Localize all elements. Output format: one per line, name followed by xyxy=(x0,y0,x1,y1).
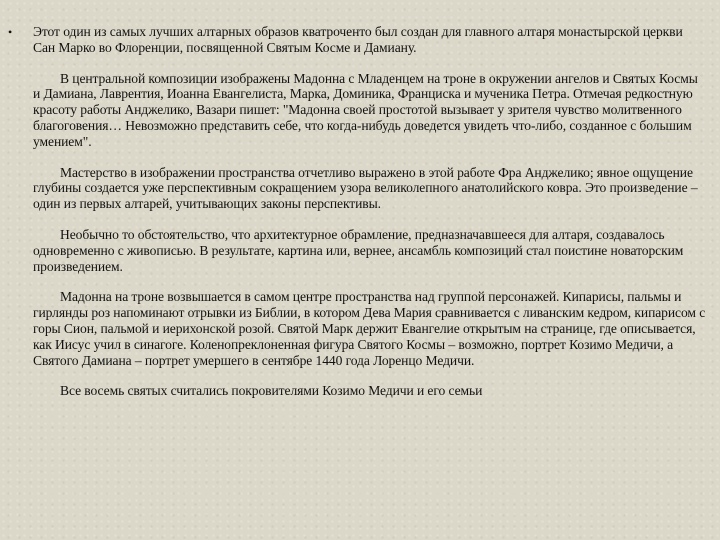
paragraph-intro: Этот один из самых лучших алтарных образов кватроченто был создан для главного алтаря монастырской церкви Сан Марко во Флоренции, посвященной Святым Косме и Дамиану. xyxy=(33,24,683,55)
paragraph-perspective: Мастерство в изображении пространства отчетливо выражено в этой работе Фра Анджелико; явное ощущение глубины создается уже перспективным сокращением узора великолепного анатолийского ковра. Это произведение – один из первых алтарей, учитывающих законы перспективы. xyxy=(33,164,698,212)
bullet-marker: • xyxy=(8,25,13,39)
paragraph-madonna: Мадонна на троне возвышается в самом центре пространства над группой персонажей. Кипарисы, пальмы и гирлянды роз напоминают отрывки из Библии, в котором Дева Мария сравнивается с ливанским кедром, кипарисом с горы Сион, пальмой и иерихонской розой. Святой Марк держит Евангелие открытым на странице, где описывается, как Иисус учил в синагоге. Коленопреклоненная фигура Святого Космы – возможно, портрет Козимо Медичи, а Святого Дамиана – портрет умершего в сентябре 1440 года Лоренцо Медичи. xyxy=(33,289,706,368)
paragraph-patrons: Все восемь святых считались покровителями Козимо Медичи и его семьи xyxy=(60,383,483,399)
paragraph-frame: Необычно то обстоятельство, что архитектурное обрамление, предназначавшееся для алтаря, создавалось одновременно с живописью. В результате, картина или, вернее, ансамбль композиций стал поистине новаторским произведением. xyxy=(33,226,684,274)
paragraph-composition: В центральной композиции изображены Мадонна с Младенцем на троне в окружении ангелов и Святых Космы и Дамиана, Лаврентия, Иоанна Евангелиста, Марка, Доминика, Франциска и мученика Петра. Отмечая редкостную красоту работы Анджелико, Вазари пишет: "Мадонна своей простотой вызывает у зрителя чувство молитвенного благоговения… Невозможно представить себе, что когда-нибудь доведется увидеть что-либо, созданное с большим умением". xyxy=(33,70,698,149)
bullet-text-block xyxy=(8,24,712,414)
text-content xyxy=(33,24,706,399)
